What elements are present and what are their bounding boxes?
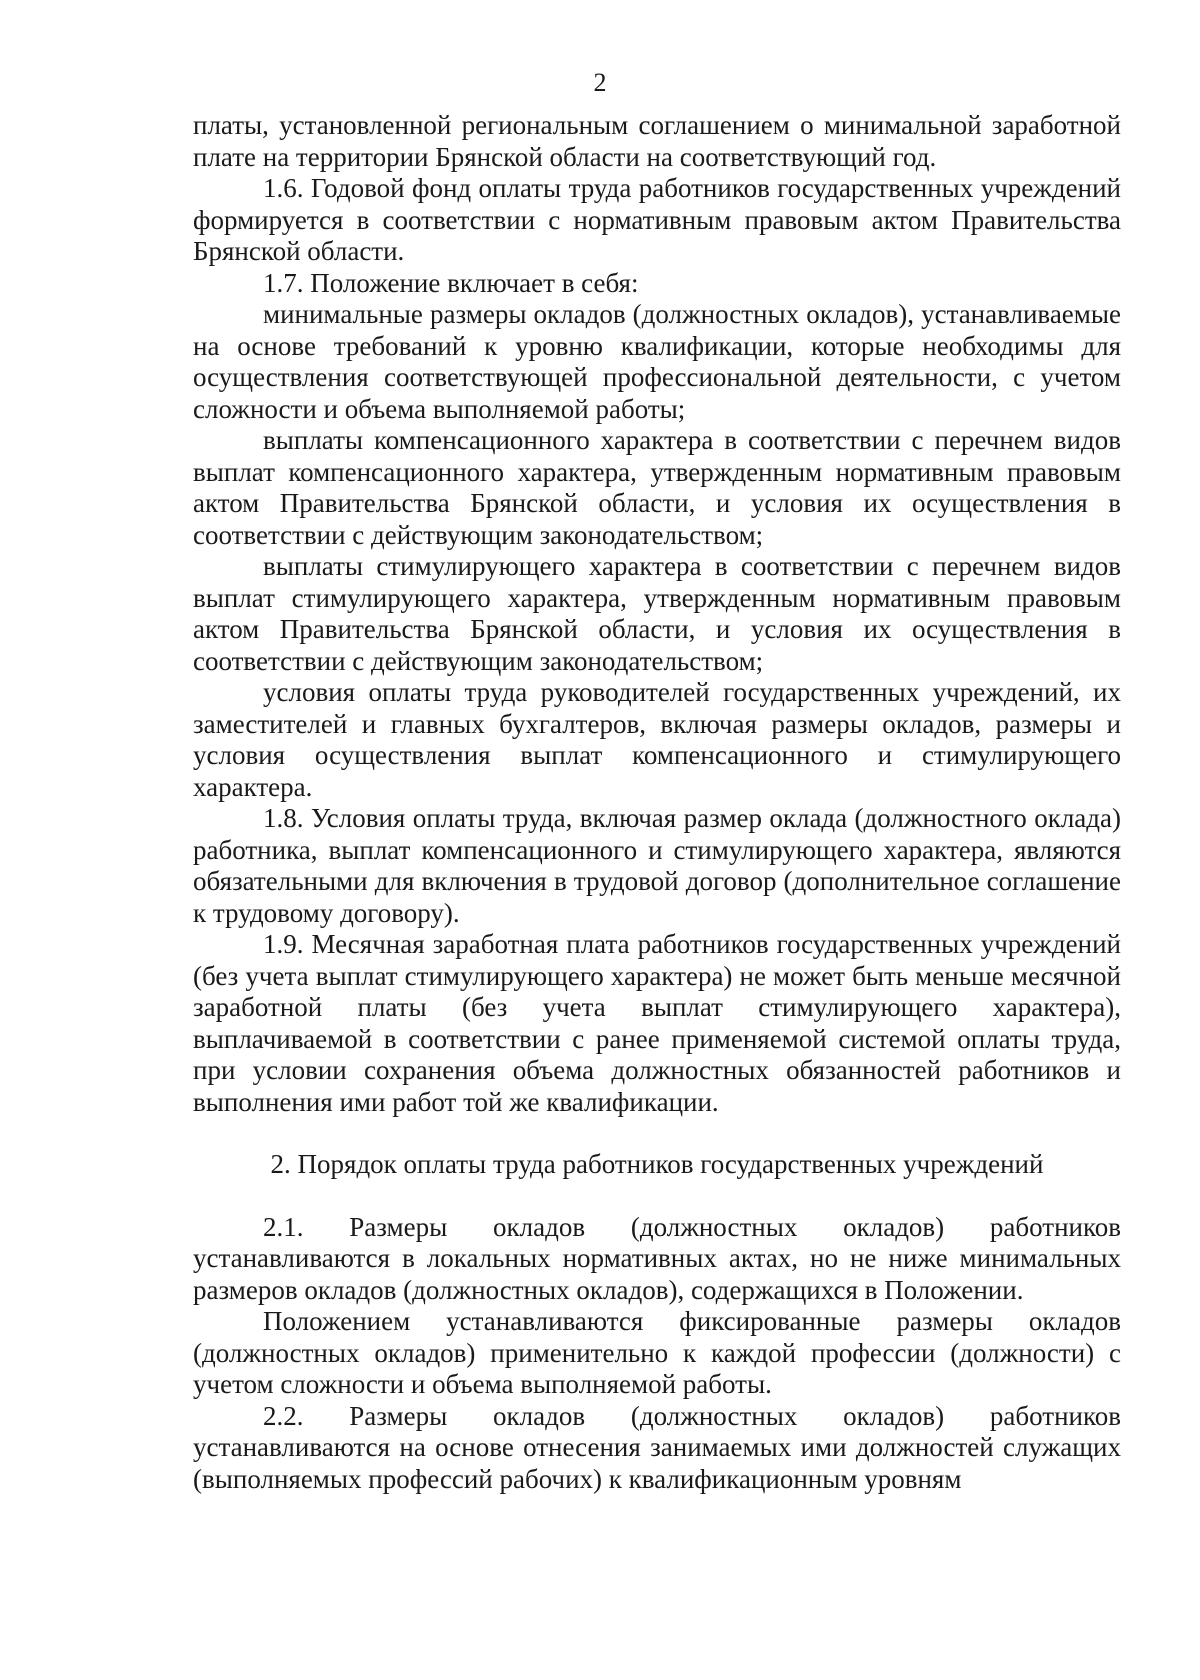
- paragraph: 1.9. Месячная заработная плата работников государственных учреждений (без учета выплат стимулирующего характера) не может быть меньше месячной заработной платы (без учета выплат стимулирующего характера), выплачиваемой в соответствии с ранее применяемой системой оплаты труда, при условии сохранения объема должностных обязанностей работников и выполнения ими работ той же квалификации.: [193, 929, 1121, 1117]
- paragraph: платы, установленной региональным соглашением о минимальной заработной плате на территории Брянской области на соответствующий год.: [193, 110, 1121, 172]
- paragraph: 2.1. Размеры окладов (должностных окладов) работников устанавливаются в локальных нормативных актах, но не ниже минимальных размеров окладов (должностных окладов), содержащихся в Положении.: [193, 1211, 1121, 1305]
- paragraph: выплаты стимулирующего характера в соответствии с перечнем видов выплат стимулирующего характера, утвержденным нормативным правовым актом Правительства Брянской области, и условия их осуществления в соответствии с действующим законодательством;: [193, 551, 1121, 676]
- paragraph: 2.2. Размеры окладов (должностных окладов) работников устанавливаются на основе отнесения занимаемых ими должностей служащих (выполняемых профессий рабочих) к квалификационным уровням: [193, 1400, 1121, 1494]
- paragraph: 1.6. Годовой фонд оплаты труда работников государственных учреждений формируется в соответствии с нормативным правовым актом Правительства Брянской области.: [193, 173, 1121, 266]
- paragraph: выплаты компенсационного характера в соответствии с перечнем видов выплат компенсационного характера, утвержденным нормативным правовым актом Правительства Брянской области, и условия их осуществления в соответствии с действующим законодательством;: [193, 425, 1121, 550]
- paragraph: 1.7. Положение включает в себя:: [263, 267, 639, 298]
- paragraph: минимальные размеры окладов (должностных окладов), устанавливаемые на основе требований к уровню квалификации, которые необходимы для осуществления соответствующей профессиональной деятельности, с учетом сложности и объема выполняемой работы;: [193, 299, 1121, 424]
- page-number: 2: [593, 68, 607, 97]
- paragraph: Положением устанавливаются фиксированные размеры окладов (должностных окладов) применительно к каждой профессии (должности) с учетом сложности и объема выполняемой работы.: [193, 1306, 1121, 1399]
- paragraph: условия оплаты труда руководителей государственных учреждений, их заместителей и главных бухгалтеров, включая размеры окладов, размеры и условия осуществления выплат компенсационного и стимулирующего характера.: [193, 677, 1121, 802]
- paragraphs-after-section: [193, 1212, 1121, 1496]
- paragraphs-before-section: [193, 110, 1121, 1118]
- section-heading: 2. Порядок оплаты труда работников государственных учреждений: [270, 1149, 1044, 1179]
- document-body: [193, 110, 1121, 1495]
- paragraph: 1.8. Условия оплаты труда, включая размер оклада (должностного оклада) работника, выплат компенсационного и стимулирующего характера, являются обязательными для включения в трудовой договор (дополнительное соглашение к трудовому договору).: [193, 803, 1121, 928]
